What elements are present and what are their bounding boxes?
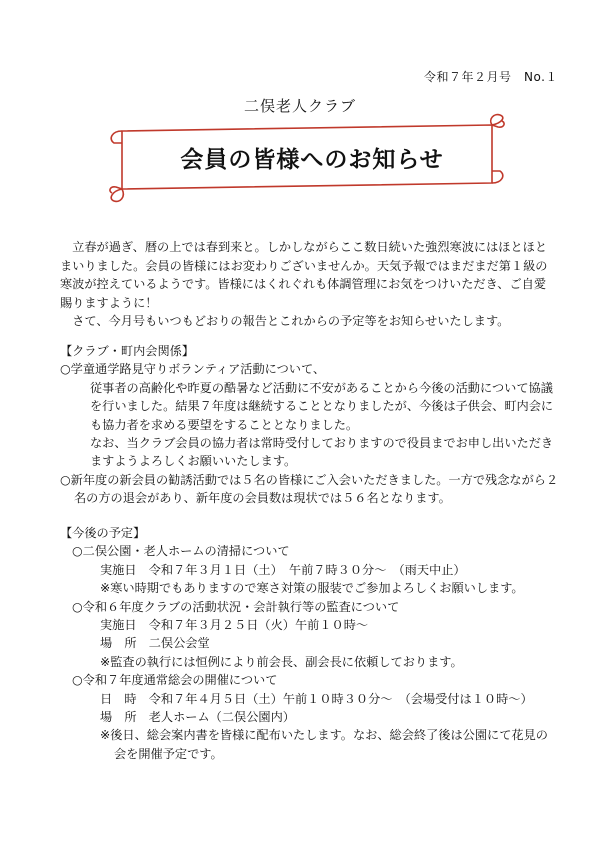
list-item-body: 従事者の高齢化や昨夏の酷暑など活動に不安があることから今後の活動について協議を行いました。結果７年度は継続することとなりましたが、今後は子供会、町内会にも協力者を求める要望をすることとなりました。 bbox=[90, 380, 554, 432]
issue-number: 令和７年２月号 No.１ bbox=[424, 70, 558, 84]
intro-paragraph: 立春が過ぎ、暦の上では春到来と。しかしながらここ数日続いた強烈寒波にはほとほとまいりました。会員の皆様にはお変わりございませんか。天気予報ではまだまだ第１級の寒波が控えているようです。皆様にはくれぐれも体調管理にお気をつけいただき、ご自愛賜りますように！ bbox=[60, 240, 548, 310]
event-date: 実施日 令和７年３月２５日（火）午前１０時～ bbox=[100, 618, 369, 633]
intro-paragraph: さて、今月号もいつもどおりの報告とこれからの予定等をお知らせいたします。 bbox=[72, 314, 510, 328]
list-item-title: ○学童通学路見守りボランティア活動について、 bbox=[60, 362, 326, 377]
event-title: ○令和６年度クラブの活動状況・会計執行等の監査について bbox=[72, 599, 400, 614]
event-date: 日 時 令和７年４月５日（土）午前１０時３０分～ （会場受付は１０時～） bbox=[100, 691, 533, 706]
event-note: ※寒い時期でもありますので寒さ対策の服装でご参加よろしくお願いします。 bbox=[100, 581, 524, 596]
title-banner bbox=[100, 113, 510, 205]
event-date: 実施日 令和７年３月１日（土） 午前７時３０分～ （雨天中止） bbox=[100, 562, 466, 577]
event-title: ○二俣公園・老人ホームの清掃について bbox=[72, 544, 290, 559]
section-heading: 【今後の予定】 bbox=[60, 526, 146, 540]
club-name: 二俣老人クラブ bbox=[243, 97, 356, 115]
club-section bbox=[60, 342, 560, 508]
list-item: ○新年度の新会員の勧誘活動では５名の皆様にご入会いただきました。一方で残念ながら２名の方の退会があり、新年度の会員数は現状では５６名となります。 bbox=[60, 472, 559, 506]
event-note: ※後日、総会案内書を皆様に配布いたします。なお、総会終了後は公園にて花見の会を開催予定です。 bbox=[100, 728, 548, 761]
schedule-section bbox=[60, 524, 560, 763]
page-title: 会員の皆様へのお知らせ bbox=[180, 147, 444, 173]
list-item-body: なお、当クラブ会員の協力者は常時受付しておりますので役員までお申し出いただきますようよろしくお願いいたします。 bbox=[90, 436, 554, 469]
event-place: 場 所 老人ホーム（二俣公園内） bbox=[100, 710, 295, 725]
intro-text bbox=[60, 238, 556, 331]
event-title: ○令和７年度通常総会の開催について bbox=[72, 673, 278, 688]
section-heading: 【クラブ・町内会関係】 bbox=[60, 344, 195, 358]
event-note: ※監査の執行には恒例により前会長、副会長に依頼しております。 bbox=[100, 654, 463, 669]
event-place: 場 所 二俣公会堂 bbox=[100, 636, 210, 651]
